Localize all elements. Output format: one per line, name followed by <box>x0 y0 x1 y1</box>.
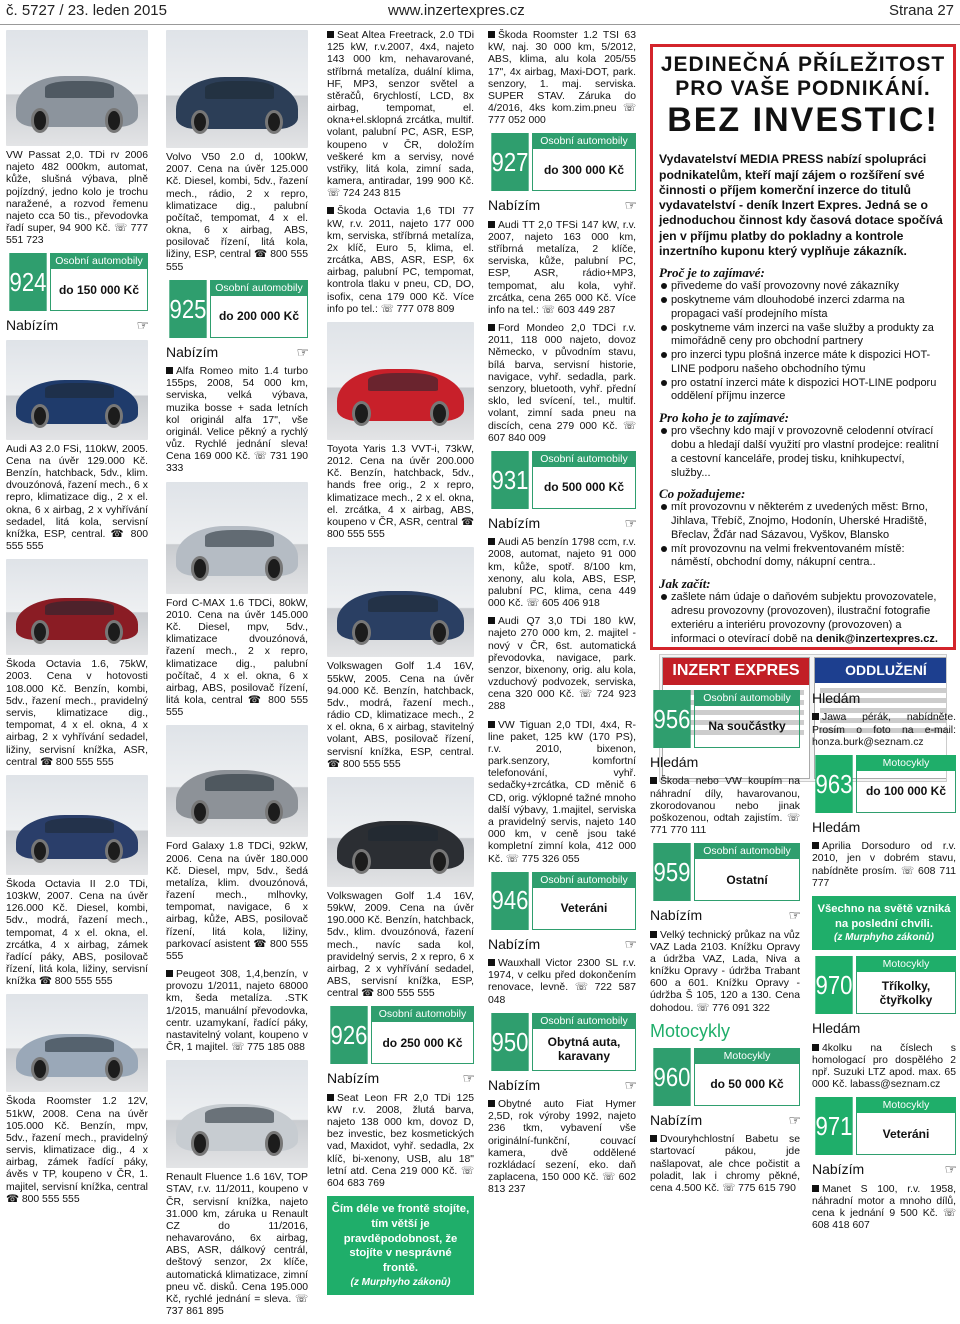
ad-roomster: Škoda Roomster 1.2 12V, 51kW, 2008. Cena na úvěr 105.000 Kč. Benzín, mpv, 5dv., řazení mech., pravidelný servis, klimatizace dig., 4 x airbag, zámek řadící páky, ávěs v TP, koupeno v ČR, 1. majitel, servisní knížka, central ☎ 800 555 555 <box>6 1096 148 1205</box>
category-971 <box>812 1097 956 1155</box>
category-number: 924 <box>9 253 46 311</box>
wanted-heading: Hledám <box>812 1020 861 1037</box>
category-number: 970 <box>815 956 852 1014</box>
category-number: 971 <box>815 1097 852 1155</box>
magazine-cover-inzert: INZERT EXPRES <box>662 657 810 779</box>
pointing-hand-icon: ☞ <box>788 1111 800 1128</box>
website-label[interactable]: www.inzertexpres.cz <box>388 2 525 19</box>
category-label: Osobní automobily <box>50 253 148 269</box>
promo-lead: Vydavatelství MEDIA PRESS nabízí spolupráci podnikatelům, kteří mají zájem o rozšíření své činnosti o příjem komerční inzerce do titulů vydavatelství - deník Inzert Expres. Jedná se o jednoduchou činnost kdy časová dotace spočívá jen v příjmu platby do pokladny a kontrole inzertního kuponu který vyplňuje zákazník. <box>659 152 943 258</box>
category-label: Motocykly <box>694 1048 800 1064</box>
column-4 <box>488 30 636 1324</box>
car-photo-galaxy <box>166 725 308 837</box>
pointing-hand-icon: ☞ <box>624 935 636 952</box>
category-label: Motocykly <box>856 956 956 972</box>
murphy-quote-box: Čím déle ve frontě stojíte, tím větší je pravděpodobnost, že stojíte v nesprávné frontě. (z Murphyho zákonů) <box>327 1196 474 1294</box>
category-label: Motocykly <box>856 755 956 771</box>
category-number: 950 <box>491 1013 528 1071</box>
ad-golf-1: Volkswagen Golf 1.4 16V, 55kW, 2005. Cena na úvěr 94.000 Kč. Benzín, hatchback, 5dv., modrá, řazení mech., rádio CD, klimatizace mech., 2 x el. okna, 6 x airbag, stavitelný volant, ABS, posilovač řízení, servisní knížka, ESP, central. ☎ 800 555 555 <box>327 661 474 770</box>
category-value: do 100 000 Kč <box>856 771 956 813</box>
pointing-hand-icon: ☞ <box>788 907 800 924</box>
wanted-heading: Hledám <box>812 818 861 835</box>
car-photo-golf-1 <box>327 547 474 657</box>
ad-octavia-1: Škoda Octavia 1.6, 75kW, 2003. Cena v hotovosti 108.000 Kč. Benzín, kombi, 5dv., řazení mech., pravidelný servis, klimatizace dig., tempomat, 4 x el. okna, 4 x airbag, 2 x vyhřívání sedadel, ližiny, servisní knížka, ASR, central ☎ 800 555 555 <box>6 659 148 768</box>
ad-roomster-tsi: Škoda Roomster 1.2 TSI 63 kW, naj. 30 000 km, 5/2012, ABS, klima, alu kola 205/55 17", 4x airbag, Maxi-DOT, park. senzory, 1. maj. serviska. SUPER STAV. Záruka do 4/2016, 4ks kom.zim.pneu ☏ 777 052 000 <box>488 30 636 127</box>
ad-aprilia: Aprilia Dorsoduro od r.v. 2010, jen v dobrém stavu, nabídněte prosím. ☏ 608 711 777 <box>812 841 956 889</box>
column-5b <box>812 690 956 1324</box>
ad-jawa: Jawa pérák, nabídněte. Prosím o foto na e-mail: honza.burk@seznam.cz <box>812 712 956 748</box>
promo-list-start: zašlete nám údaje o daňovém subjektu provozovatele, adresu provozovny (provozoven), ilustrační fotografie exteriéru a interiéru provozovny (provozoven) a informaci o otevírací době na denik@inzertexpres.cz. <box>661 591 947 646</box>
moto-section-heading: Motocykly <box>650 1020 731 1041</box>
category-970 <box>812 956 956 1014</box>
category-value: Veteráni <box>532 888 636 930</box>
column-5a <box>650 690 800 1324</box>
pointing-hand-icon: ☞ <box>624 197 636 214</box>
ad-skoda-vw-parts: Škoda nebo VW koupím na náhradní díly, havarovanou, zkorodovanou nebo jinak poškozenou, odtah zajistím. ☏ 771 770 111 <box>650 776 800 837</box>
offer-heading: Nabízím ☞ <box>327 1070 474 1087</box>
page-header <box>0 0 960 24</box>
category-963 <box>812 755 956 813</box>
ad-passat: VW Passat 2,0. TDi rv 2006 najeto 482 000km, automat, kůže, slušná výbava, plně pojízdný, jedno kolo je trochu naražené, a rozvod řemenu najeto cca 50 tis., převodovka řadí super, 94 900 Kč. ☏ 777 551 723 <box>6 150 148 247</box>
ad-octavia-tdi: Škoda Octavia 1,6 TDI 77 kW, r.v. 2011, najeto 177 000 km, serviska, stříbrná metalíza, 2x klíč, Euro 5, klima, el. zrcátka, ABS, ASR, ESP, 6x airbag, palubní PC, tempomat, kontrola tlaku v pneu, CD, DO, isofix, cena 179 000 Kč. Více info po tel.: ☏ 777 078 809 <box>327 206 474 315</box>
car-photo-octavia <box>6 559 148 655</box>
car-photo-fluence <box>166 1060 308 1168</box>
category-927 <box>488 133 636 191</box>
pointing-hand-icon: ☞ <box>624 514 636 531</box>
ad-audi-tt: Audi TT 2,0 TFSi 147 kW, r.v. 2007, najeto 163 000 km, stříbrná metalíza, 2 klíče, serviska, kůže, palubní PC, ESP, ASR, rádio+MP3, tempomat, alu kola, vyhř. zrcátka, cena 265 000 Kč. Více info na tel.: ☏ 603 449 287 <box>488 219 636 316</box>
category-value: Na součástky <box>694 706 800 748</box>
promo-heading-who: Pro koho je to zajímavé: <box>659 410 789 426</box>
promo-title-2: PRO VAŠE PODNIKÁNÍ. <box>675 77 931 101</box>
offer-heading: Nabízím ☞ <box>488 514 636 531</box>
pointing-hand-icon: ☞ <box>296 343 308 360</box>
ad-fiat-hymer: Obytné auto Fiat Hymer 2,5D, rok výroby 1992, najeto 236 tkm, vybavení vše originální-funkční, couvací kamera, dvě oddělené rozkládací sezení, eko. daň zaplacena, 150 000 Kč. ☏ 602 813 237 <box>488 1099 636 1196</box>
murphy-quote-box-2: Všechno na světě vzniká na poslední chvíli. (z Murphyho zákonů) <box>812 896 956 950</box>
category-value: do 500 000 Kč <box>532 467 636 509</box>
car-photo-yaris <box>327 322 474 440</box>
ad-audi-a3: Audi A3 2.0 FSi, 110kW, 2005. Cena na úvěr 129.000 Kč. Benzín, hatchback, 5dv., klim. dvouzónová, řazení mech., 6 x repro, klimatizace dig., 2 x el. okna, 6 x airbag, 2 x vyhřívání sedadel, litá kola, servisní knížka, ESP, central. ☎ 800 555 555 <box>6 443 148 553</box>
car-photo-audi-a3 <box>6 340 148 440</box>
promo-list-why: přivedeme do vaší provozovny nové zákazníky poskytneme vám dlouhodobé inzerci zdarma na propagaci vaší prodejního místa poskytneme vám inzerci na vaše služby a produkty za mimořádně ceny pro obchodní partnery pro inzerci typu plošná inzerce máte k dispozici HOT-LINE podporu našeho obchodního týmu pro ostatní inzerci máte k dispozici HOT-LINE podporu oddělení příjmu inzerce <box>661 280 947 404</box>
ad-ford-mondeo: Ford Mondeo 2,0 TDCi r.v. 2011, 118 000 najeto, dovoz Německo, v původním stavu, bílá barva, servisní historie, navigace, vyhř. sedadla, park. senzory, bluetooth, vyhř. přední sklo, led svícení, tel., multif. volant, zimní sada pneu na discích, cena 279 000 Kč. ☏ 607 840 009 <box>488 323 636 444</box>
header-divider <box>0 24 960 25</box>
promo-list-requirements: mít provozovnu v některém z uvedených měst: Brno, Jihlava, Třebíč, Znojmo, Hodonín, Uherské Hradiště, Břeclav, Žďár nad Sázavou, Vyškov, Blansko mít provozovnu na velmi frekventovaném místě: náměstí, obchodní domy, nákupní centra.. <box>661 501 947 570</box>
pointing-hand-icon: ☞ <box>944 1161 956 1178</box>
category-label: Osobní automobily <box>532 451 636 467</box>
car-photo-cmax <box>166 482 308 594</box>
pointing-hand-icon: ☞ <box>136 317 148 334</box>
magazine-cover-oddluzeni: ODDLUŽENÍ <box>814 657 947 779</box>
ad-audi-q7: Audi Q7 3,0 TDi 180 kW, najeto 270 000 km, 2. majitel - nový v ČR, 6st. automatická převodovka, navigace, park. senzor, bixenony, orig. alu kola, vzduchový podvozek, serviska, cena 320 000 Kč. ☏ 724 923 288 <box>488 616 636 713</box>
category-931 <box>488 451 636 509</box>
car-photo-golf-2 <box>327 777 474 887</box>
ad-wauxhall: Wauxhall Victor 2300 SL r.v. 1974, v celku před dokončením renovace, levně. ☏ 722 587 048 <box>488 958 636 1006</box>
column-3 <box>327 30 474 1324</box>
ad-lada-manual: Velký technický průkaz na vůz VAZ Lada 2103. Knížku Opravy a údržba VAZ, Lada, Niva a knížku Opravy - údržba Trabant 600 a 601. Knížku Opravy - údržba Š 105, 120 a 130. Cena dohodou. ☏ 776 091 322 <box>650 929 800 1014</box>
category-926 <box>327 1006 474 1064</box>
issue-label: č. 5727 / 23. leden 2015 <box>6 2 167 19</box>
ad-manet: Manet S 100, r.v. 1958, náhradní motor a mnoho dílů, cena k jednání 9 500 Kč. ☏ 608 418 607 <box>812 1183 956 1232</box>
page-number: Strana 27 <box>888 2 954 19</box>
wanted-heading: Hledám <box>650 754 699 770</box>
ad-golf-2: Volkswagen Golf 1.4 16V, 59kW, 2009. Cena na úvěr 190.000 Kč. Benzín, hatchback, 5dv., klim. dvouzónová, řazení mech., navíc sada kol, pravidelný servis, 2 x repro, 6 x airbag, 2 x vyhřívání sedadel, ABS, servisní knížka, ESP, central ☎ 800 555 555 <box>327 890 474 1000</box>
car-photo-volvo <box>166 30 308 148</box>
category-number: 931 <box>491 451 528 509</box>
category-number: 959 <box>653 843 690 901</box>
ad-seat-altea: Seat Altea Freetrack, 2.0 TDi 125 kW, r.v.2007, 4x4, najeto 143 000 km, nehavarované, stříbrná metalíza, duální klima, HF, MP3, senzor světel a stěračů, 6rychlostí, LCD, 8x airbag, tempomat, el. okna+el.sklopná zrcátka, multif. volant, palubní PC, ASR, ESP, koupeno v ČR, doložím veškeré km a servisy, nové vstřiky, litá kola, zimní sada, kamera, antiradar, 199 900 Kč. ☏ 724 243 815 <box>327 30 474 200</box>
category-number: 963 <box>815 755 852 813</box>
category-value: Tříkolky, čtyřkolky <box>856 972 956 1014</box>
category-value: do 300 000 Kč <box>532 149 636 191</box>
promo-title-3: BEZ INVESTIC! <box>667 101 939 140</box>
category-label: Osobní automobily <box>694 843 800 859</box>
ad-4kolka: 4kolku na číslech s homologací pro dospělého 2 npř. Suzuki LTZ apod. max. 65 000 Kč. labass@seznam.cz <box>812 1042 956 1091</box>
category-number: 956 <box>653 690 690 748</box>
category-number: 946 <box>491 872 528 930</box>
offer-heading: Nabízím ☞ <box>488 935 636 952</box>
category-label: Motocykly <box>856 1097 956 1113</box>
ad-ford-cmax: Ford C-MAX 1.6 TDCi, 80kW, 2010. Cena na úvěr 145.000 Kč. Diesel, mpv, 5dv., klimatizace dvouzónová, řazení mech., 2 x repro, klimatizace dig., palubní počítač, 4 x el. okna, 6 x airbag, ABS, posilovač řízení, litá kola, central ☎ 800 555 555 <box>166 597 308 719</box>
ad-toyota-yaris: Toyota Yaris 1.3 VVT-i, 73kW, 2012. Cena na úvěr 200.000 Kč. Benzín, hatchback, 5dv., hands free orig., 2 x repro, klimatizace mech., 2 x el. okna, el. zrcátka, 4 x airbag, ABS, koupeno v ČR, ASR, central ☎ 800 555 555 <box>327 443 474 541</box>
promo-heading-requirements: Co požadujeme: <box>659 486 746 502</box>
offer-heading: Nabízím ☞ <box>650 1111 800 1128</box>
column-2 <box>166 30 308 1324</box>
column-1 <box>6 30 148 1324</box>
ad-volvo: Volvo V50 2.0 d, 100kW, 2007. Cena na úvěr 125.000 Kč. Diesel, kombi, 5dv., řazení mech., rádio, 2 x repro, klimatizace dig., palubní počítač, tempomat, 4 x el. okna, 6 x airbag, ABS, posilovač řízení, litá kola, ližiny, ESP, central ☎ 800 555 555 <box>166 152 308 273</box>
pointing-hand-icon: ☞ <box>462 1070 474 1087</box>
promo-heading-start: Jak začít: <box>659 576 711 592</box>
category-label: Osobní automobily <box>532 872 636 888</box>
offer-heading: Nabízím ☞ <box>812 1161 956 1178</box>
offer-heading: Nabízím ☞ <box>166 343 308 360</box>
promo-email-link[interactable]: denik@inzertexpres.cz. <box>815 632 938 645</box>
pointing-hand-icon: ☞ <box>624 1076 636 1093</box>
promo-box <box>650 44 956 680</box>
category-959 <box>650 843 800 901</box>
category-value: do 250 000 Kč <box>371 1022 474 1064</box>
category-956 <box>650 690 800 748</box>
category-value: Obytná auta, karavany <box>532 1029 636 1071</box>
ad-babeta: Dvouryhchlostní Babetu se startovací pákou, jde našlapovat, ale chce počistit a poladit, lak i chromy pěkné, cena 4.500 Kč. ☏ 775 615 790 <box>650 1134 800 1194</box>
car-photo-passat <box>6 30 148 146</box>
category-946 <box>488 872 636 930</box>
offer-heading: Nabízím ☞ <box>488 1076 636 1093</box>
car-photo-octavia-2 <box>6 775 148 875</box>
category-924 <box>6 253 148 311</box>
category-950 <box>488 1013 636 1071</box>
category-label: Osobní automobily <box>532 1013 636 1029</box>
ad-ford-galaxy: Ford Galaxy 1.8 TDCi, 92kW, 2006. Cena na úvěr 180.000 Kč. Diesel, mpv, 5dv., šedá metalíza, klim. dvouzónová, řazení mech., mlhovky, tempomat, navigace, 6 x airbag, kůže, ABS, posilovač řízení, litá kola, ližiny, parkovací asistent ☎ 800 555 555 <box>166 841 308 962</box>
offer-heading: Nabízím ☞ <box>6 317 148 334</box>
category-number: 925 <box>169 280 206 338</box>
ad-seat-leon: Seat Leon FR 2,0 TDi 125 kW r.v. 2008, žlutá barva, najeto 138 000 km, dovoz D, bez investic, bez kosmetických vad, Maxidot, vyhř. sedadla, 2x klíč, bi-xenony, USB, alu 18" letní atd. Cena 219 000 Kč. ☏ 604 683 769 <box>327 1092 474 1189</box>
category-number: 960 <box>653 1048 690 1106</box>
offer-heading: Nabízím ☞ <box>650 907 800 924</box>
category-label: Osobní automobily <box>694 690 800 706</box>
category-label: Osobní automobily <box>532 133 636 149</box>
category-925 <box>166 280 308 338</box>
category-value: do 200 000 Kč <box>210 296 308 338</box>
category-value: do 150 000 Kč <box>50 269 148 311</box>
car-photo-roomster <box>6 994 148 1092</box>
wanted-heading: Hledám <box>812 690 861 706</box>
ad-renault-fluence: Renault Fluence 1.6 16V, TOP STAV, r.v. 11/2011, koupeno v ČR, servisní knížka, najeto 31.000 km, záruka u Renault CZ do 11/2016, nehavarováno, 6x airbag, ABS, ASR, dálkový centrál, deštový senzor, 2x klíče, automatická klimatizace, zimní pneu vč. disků. Cena 195.000 Kč, rychlé jednání = sleva. ☏ 737 861 895 <box>166 1172 308 1318</box>
category-number: 927 <box>491 133 528 191</box>
category-value: Ostatní <box>694 859 800 901</box>
offer-heading: Nabízím ☞ <box>488 197 636 214</box>
ad-vw-tiguan: VW Tiguan 2,0 TDI, 4x4, R-line paket, 125 kW (170 PS), r.v. 2010, bixenon, park.senzory, komfortní telefonování, vyhř. sedačky+zrcátka, CD měnič 6 CD, orig. výklopné tažné mnoho další výbavy, 1.majitel, serviska a pravidelný servis, najeto 140 000 km, v ceně jsou také kompletní zimní kola, 412 000 Kč. ☏ 775 326 055 <box>488 719 636 865</box>
ad-peugeot: Peugeot 308, 1,4,benzín, v provozu 1/2011, najeto 68000 km, šeda metalíza. .STK 1/2015, manuální převodovka, centr. uzamykaní, řadící páky, nastavitelný volant, koupeno v ČR, 1 majitel. ☏ 775 185 088 <box>166 969 308 1054</box>
category-value: do 50 000 Kč <box>694 1064 800 1106</box>
promo-list-who: pro všechny kdo mají v provozovně celodenní otvírací dobu a hledají další využití pro vlastní prodejce: realitní a cestovní kanceláře, prodej tisku, knihkupectví, služby... <box>661 425 947 480</box>
category-label: Osobní automobily <box>210 280 308 296</box>
promo-heading-why: Proč je to zajímavé: <box>659 265 765 281</box>
ad-octavia-2: Škoda Octavia II 2.0 TDi, 103kW, 2007. Cena na úvěr 126.000 Kč. Diesel, kombi, 5dv., modrá, řazení mech., tempomat, 4 x el. okna, el. zrcátka, 4 x airbag, zámek řadící páky, ABS, posilovač řízení, litá kola, ližiny, servisní knížka ☎ 800 555 555 <box>6 878 148 988</box>
category-label: Osobní automobily <box>371 1006 474 1022</box>
ad-alfa-romeo: Alfa Romeo mito 1.4 turbo 155ps, 2008, 54 000 km, serviska, velká výbava, muzika bosse + sada letních kol originál alfa 17", vše originál. Velice pěkný a rychlý vůz. Rychlé jednání sleva! Cena 169 000 Kč. ☏ 731 190 333 <box>166 366 308 475</box>
category-960 <box>650 1048 800 1106</box>
ad-audi-a5: Audi A5 benzín 1798 ccm, r.v. 2008, automat, najeto 91 000 km, kůže, spotř. 8/100 km, xenony, alu kola, ABS, ESP, palubní PC, klima, cena 449 000 Kč. ☏ 605 406 918 <box>488 537 636 610</box>
category-value: Veteráni <box>856 1113 956 1155</box>
promo-title-1: JEDINEČNÁ PŘÍLEŽITOST <box>660 53 946 76</box>
category-number: 926 <box>330 1006 367 1064</box>
